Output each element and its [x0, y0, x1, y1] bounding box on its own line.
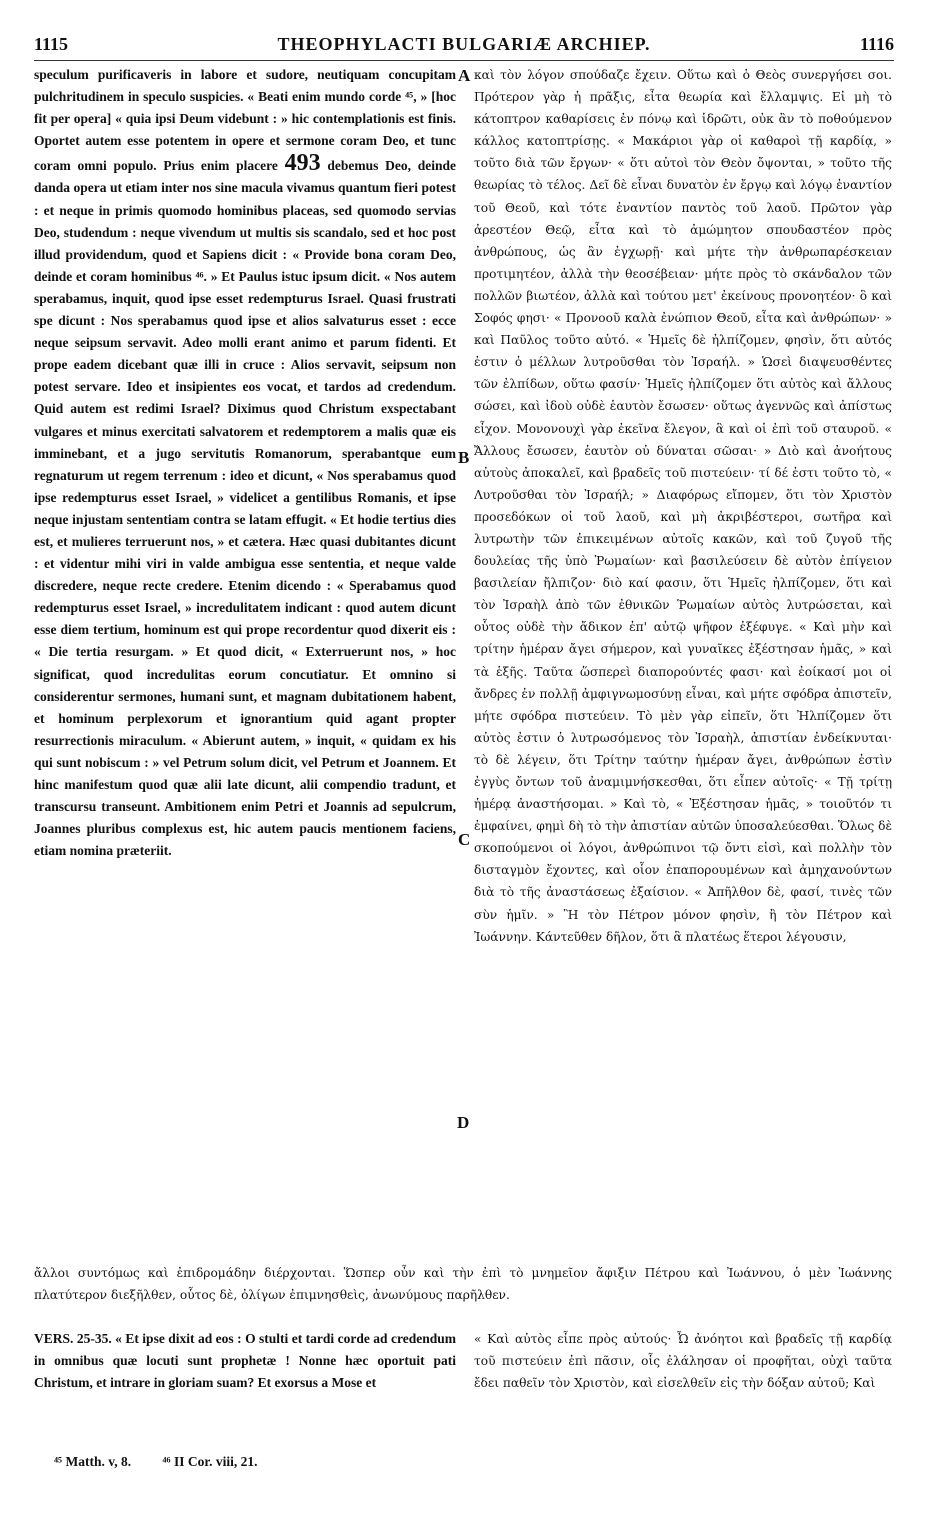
page-number-right: 1116 — [859, 34, 894, 54]
latin-text-part-1: speculum purificaveris in labore et sudore, neutiquam concupitam pulchritudinem in speculo suspicies. « Beati enim mundo corde ⁴⁵, » [hoc fit per opera] « quia ipsi Deum videbunt : » hic contemplationis est finis. Oportet autem esse potentem in opere et sermone coram Deo, et tunc coram omni populo. Prius enim placere — [34, 67, 456, 174]
page-number-left: 1115 — [34, 34, 69, 54]
latin-text-part-2: debemus Deo, deinde danda opera ut etiam inter nos sine macula vivamus quantum fieri potest : et neque in primis quomodo hominibus placeas, sed quomodo servias Deo, studendum : neque vivendum ut multis sis scandalo, sed et hoc post illud providendum, quod et Sapiens dicit : « Provide bona coram Deo, deinde et coram hominibus ⁴⁶. » Et Paulus istuc ipsum dicit. « Nos autem sperabamus, inquit, quod ipse esset redempturus Israel. Quasi frustrati spe dicunt : Nos sperabamus quod ipse et alios salvaturus esset : ecce neque seipsum servavit. Adeo molli erant animo et parum fidenti. Et prope eadem dicebant quæ illi in cruce : Alios servavit, seipsum non potest servare. Ideo et insipientes eos vocat, et tardos ad credendum. Quid autem est redimi Israel? Diximus quod Christum exspectabant vulgares et minus exercitati salvatorem et redemptorem a malis quæ eis imminebant, et a jugo servitutis Romanorum, sperabantque eum regnaturum ut regem terrenum : ideo et dicunt, « Nos sperabamus quod ipse redempturus esset Israel, » videlicet a gentilibus Romanis, et ipse neque injustam sententiam contra se latam effugit. « Et hodie tertius dies est, et mulieres terruerunt nos, » et cætera. Hæc quasi dubitantes dicunt : et videntur mihi viri in valde ambigua esse sententia, et neque valde discredere, neque recte credere. Etenim dicendo : « Sperabamus quod redempturus esset Israel, » incredulitatem indicant : quod autem dicunt esse diem tertium, hominum est qui prope recordentur quod dixerit eis : « Die tertia resurgam. » Et quod dicit, « Exterruerunt nos, » hoc significat, quod incredulitas eorum concutiatur. Et omnino si considerentur sermones, humani sunt, et magnam dubitationem habent, et hominum perplexorum et ignorantium quid agant propter resurrectionis miraculum. « Abierunt autem, » inquit, « quidam ex his qui sunt nobiscum : » vel Petrum solum dicit, vel Petrum et Joannem. Et hinc manifestum quod quæ alii late dicunt, alii compendio tradunt, et transcursu transeunt. Ambitionem enim Petri et Joannis ad sepulcrum, Joannes pluribus complexus est, hic autem paucis mentionem faciens, etiam nomina præteriit. — [34, 158, 456, 859]
footnote-45: ⁴⁵ Matth. v, 8. — [54, 1454, 132, 1469]
section-marker-b: B — [458, 448, 470, 467]
section-marker-a: A — [458, 66, 471, 85]
greek-column — [474, 64, 892, 1260]
footnotes — [54, 1454, 554, 1470]
latin-paragraph — [34, 64, 456, 862]
section-marker-c: C — [458, 830, 471, 849]
column-number: 493 — [284, 150, 321, 177]
latin-verse-block: VERS. 25-35. « Et ipse dixit ad eos : O stulti et tardi corde ad credendum in omnibus quæ locuti sunt prophetæ ! Nonne hæc oportuit pati Christum, et intrare in gloriam suam? Et exorsus a Mose et — [34, 1331, 456, 1390]
header-rule — [34, 60, 894, 61]
footnote-46: ⁴⁶ II Cor. viii, 21. — [162, 1454, 258, 1469]
page-header — [34, 34, 894, 60]
greek-full-width-line: ἄλλοι συντόμως καὶ ἐπιδρομάδην διέρχονται. Ὥσπερ οὖν καὶ τὴν ἐπὶ τὸ μνημεῖον ἄφιξιν Πέτρου καὶ Ἰωάννου, ὁ μὲν Ἰωάννης πλατύτερον διεξῆλθεν, οὗτος δὲ, ὀλίγων ἐπιμνησθεὶς, ἀνωνύμους παρῆλθεν. — [34, 1266, 892, 1302]
section-marker-d: D — [457, 1113, 470, 1132]
running-title: THEOPHYLACTI BULGARIÆ ARCHIEP. — [277, 34, 651, 54]
greek-paragraph: καὶ τὸν λόγον σπούδαζε ἔχειν. Οὕτω καὶ ὁ Θεὸς συνεργήσει σοι. Πρότερον γὰρ ἡ πρᾶξις, εἶτα θεωρία καὶ ἔλλαμψις. Εἰ μὴ τὸ κάτοπτρον καθαρίσεις ἐν πόνῳ καὶ ἱδρῶτι, οὐκ ἂν τὸ ποθούμενον κάλλος κατοπτρίσῃς. « Μακάριοι γὰρ οἱ καθαροὶ τῇ καρδίᾳ, » τοῦτο διὰ τῶν ἔργων· « ὅτι αὐτοὶ τὸν Θεὸν ὄψονται, » τοῦτο τῆς θεωρίας τὸ τέλος. Δεῖ δὲ εἶναι δυνατὸν ἐν ἔργῳ καὶ λόγῳ ἐναντίον τοῦ Θεοῦ, καὶ τότε ἐναντίον παντὸς τοῦ λαοῦ. Πρῶτον γὰρ ἀρεστέον Θεῷ, εἶτα καὶ τὸ ἀμώμητον σπουδαστέον πρὸς ἀνθρώπους, ὡς ἂν ἐγχωρῇ· καὶ μήτε τὴν ἀνθρωπαρέσκειαν προτιμητέον, ἀλλὰ τὴν θεοσέβειαν· μήτε πρὸς τὸ σκάνδαλον τῶν πολλῶν βιωτέον, ἀλλὰ καὶ τούτου μετ' ἐκείνους προνοητέον· ὃ καὶ Σοφός φησι· « Προνοοῦ καλὰ ἐνώπιον Θεοῦ, εἶτα καὶ ἀνθρώπων· » καὶ Παῦλος τοῦτο αὐτό. « Ἡμεῖς δὲ ἠλπίζομεν, φησὶν, ὅτι αὐτός ἐστιν ὁ μέλλων λυτροῦσθαι τὸν Ἰσραήλ. » Ὡσεὶ διαψευσθέντες τῶν ἐλπίδων, οὕτω φασίν· Ἡμεῖς ἠλπίζομεν ὅτι αὐτὸς καὶ ἄλλους σώσει, καὶ ἰδοὺ οὐδὲ ἑαυτὸν ἔσωσεν· οὕτως ἀγεννῶς καὶ ἀπίστως εἶχον. Μονονουχὶ γὰρ ἐκεῖνα ἔλεγον, ἃ καὶ οἱ ἐπὶ τοῦ σταυροῦ. « Ἄλλους ἔσωσεν, ἑαυτὸν οὐ δύναται σῶσαι· » Διὸ καὶ ἀνοήτους αὐτοὺς ἀποκαλεῖ, καὶ βραδεῖς τοῦ πιστεύειν· τί δέ ἐστι τοῦτο τὸ, « Λυτροῦσθαι τὸν Ἰσραήλ; » Διαφόρως εἴπομεν, ὅτι τὸν Χριστὸν προσεδόκων οἱ τοῦ λαοῦ, καὶ μὴ ἀκριβέστεροι, σωτῆρα καὶ λυτρωτὴν τῶν ἐπικειμένων αὐτοῖς κακῶν, καὶ τοῦ ζυγοῦ τῆς δουλείας τῆς ὑπὸ Ῥωμαίων· καὶ βασιλεύσειν δὲ αὐτὸν ἐπίγειον βασιλείαν ἤλπιζον· διὸ καί φασιν, ὅτι Ἡμεῖς ἠλπίζομεν, ὅτι καὶ τὸν Ἰσραὴλ ἀπὸ τῶν ἐθνικῶν Ῥωμαίων αὐτὸς λυτρώσεται, καὶ οὗτος οὐδὲ τὴν ἄδικον ἐπ' αὐτῷ ψῆφον ἐξέφυγε. « Καὶ μὴν καὶ τρίτην ἡμέραν ἄγει σήμερον, καὶ γυναῖκες ἐξέστησαν ἡμᾶς, » καὶ τὰ ἑξῆς. Ταῦτα ὥσπερεὶ διαπορούντές φασι· καὶ ἐοίκασί μοι οἱ ἄνδρες ἐν πολλῇ ἀμφιγνωμοσύνῃ εἶναι, καὶ μήτε σφόδρα ἀπιστεῖν, μήτε σφόδρα πιστεύειν. Τὸ μὲν γὰρ εἰπεῖν, ὅτι Ἠλπίζομεν ὅτι αὐτὸς ἐστιν ὁ λυτρωσόμενος τὸν Ἰσραὴλ, ἀπιστίαν ἐνδείκνυται· τὸ δὲ λέγειν, ὅτι Τρίτην ταύτην ἡμέραν ἄγει, ἀνθρώπων ἐστὶν ἐγγὺς ὄντων τοῦ ἀναμιμνήσκεσθαι, ὅτι εἶπεν αὐτοῖς· « Τῇ τρίτῃ ἡμέρᾳ ἀναστήσομαι. » Καὶ τὸ, « Ἐξέστησαν ἡμᾶς, » τοιοῦτόν τι ἐμφαίνει, φημὶ δὴ τὸ τὴν ἀπιστίαν αὐτῶν ὑποσαλεύεσθαι. Ὅλως δὲ σκοπούμενοι οἱ λόγοι, ἀνθρώπινοι τῷ ὄντι εἰσὶ, καὶ πολλὴν τὸν δισταγμὸν ἔχοντες, καὶ οἷον ἐπαπορουμένων καὶ ἀμηχανούντων διὰ τὸ τῆς ἀναστάσεως ἐξαίσιον. « Ἀπῆλθον δὲ, φασί, τινὲς τῶν σὺν ἡμῖν. » Ἢ τὸν Πέτρον μόνον φησὶν, ἢ τὸν Πέτρον καὶ Ἰωάννην. Κάντεῦθεν δῆλον, ὅτι ἃ πλατέως ἕτεροι λέγουσιν, — [474, 68, 892, 944]
latin-column — [34, 64, 456, 1260]
greek-verse-block: « Καὶ αὐτὸς εἶπε πρὸς αὐτούς· Ὦ ἀνόητοι καὶ βραδεῖς τῇ καρδίᾳ τοῦ πιστεύειν ἐπὶ πᾶσιν, οἷς ἐλάλησαν οἱ προφῆται, οὐχὶ ταῦτα ἔδει παθεῖν τὸν Χριστὸν, καὶ εἰσελθεῖν εἰς τὴν δόξαν αὐτοῦ; Καὶ — [474, 1332, 892, 1390]
